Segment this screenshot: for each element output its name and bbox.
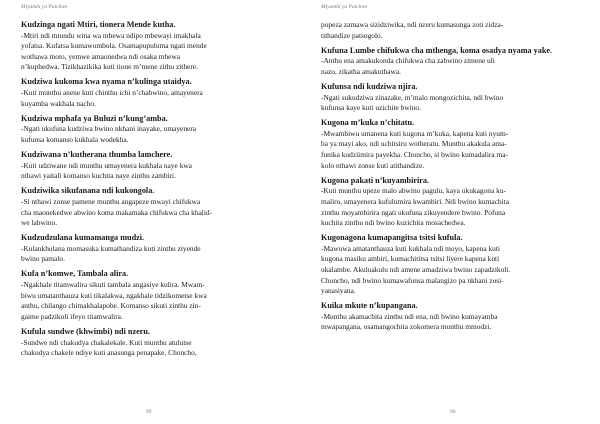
proverb-entry	[21, 20, 286, 73]
explanation-line: kufunsa kaye kuti uzichite bwino.	[321, 103, 421, 113]
explanation-line: -Kulankhulana momasuka kumathandiza kuti zinthu ziyende	[21, 243, 201, 253]
proverb-heading: Kufula sundwe (khwimbi) ndi nzeru.	[21, 326, 150, 336]
explanation-line: kuyamba wakhala nacho.	[21, 98, 96, 108]
explanation-line: n’kuphedwa. Tizikhazikika kuti tione m’mene zithu zithere.	[21, 62, 198, 72]
proverb-entry	[21, 77, 286, 109]
proverb-heading: Kudziwika sikufanana ndi kukongola.	[21, 186, 155, 196]
explanation-line: funika kudziimira payekha. Choncho, si bwino kumadalira ma-	[321, 150, 508, 160]
explanation-line: yanasiyana.	[321, 286, 356, 296]
proverb-explanation	[21, 197, 286, 229]
proverb-heading: Kufa n’komwe, Tambala alira.	[21, 269, 129, 279]
explanation-line: kuchita zinthu ndi bwino kuzichita mosachedwa.	[321, 218, 466, 228]
explanation-line: -Anthu ena amakukonda chifukwa cha zabwino zimene uli	[321, 56, 495, 66]
proverb-explanation	[21, 31, 286, 73]
page-number: 90	[450, 409, 456, 415]
explanation-line: -Mtiri ndi mtundu wina wa mbewa ndipo mbewayi imakhala	[21, 30, 201, 40]
explanation-line: Choncho, ndi bwino kumawafunsa malangizo pa nkhani zosi-	[321, 275, 504, 285]
entry-list	[321, 20, 590, 333]
proverb-entry	[21, 269, 286, 322]
entry-list	[21, 20, 286, 359]
explanation-line: -Kuti udziwane ndi munthu umayenera kukhala naye kwa	[21, 160, 192, 170]
explanation-line: biwu umatanthauza kuti tikalakwa, ngakhale tidzikometse kwa	[21, 290, 207, 300]
explanation-line: -Kuti munthu anene kuti chinthu ichi n’chabwino, amayenera	[21, 88, 203, 98]
running-head: Miyambi ya Patchwe	[321, 4, 368, 10]
proverb-entry	[321, 233, 590, 297]
proverb-explanation	[321, 56, 590, 77]
explanation-line: tithandize patsogolo.	[321, 30, 383, 40]
proverb-explanation	[21, 124, 286, 145]
proverb-heading: Kufunsa ndi kudziwa njira.	[321, 81, 418, 91]
proverb-heading: Kudziwa kukoma kwa nyama n’kulinga utaidya.	[21, 77, 192, 87]
explanation-line: yofatsa. Kufatsa kumawombola. Osamapupuluma ngati mende	[21, 41, 207, 51]
explanation-line: -Munthu akamachita zinthu ndi ena, ndi bwino kumayamba	[321, 311, 498, 321]
explanation-line: we labwino.	[21, 218, 58, 228]
proverb-entry	[21, 233, 286, 265]
proverb-heading: Kufuna Lumbe chifukwa cha mthenga, koma osadya nyama yake.	[321, 45, 553, 55]
proverb-entry	[321, 46, 590, 78]
explanation-line: kufunsa komanso kukhala wodekha.	[21, 134, 129, 144]
proverb-heading: Kudziwa mphafa ya Buluzi n’kung’amba.	[21, 113, 168, 123]
proverb-entry	[21, 186, 286, 228]
proverb-entry	[21, 327, 286, 359]
proverb-entry	[321, 301, 590, 333]
right-page	[300, 0, 600, 424]
explanation-line: -Si nthawi zonse pamene munthu angapeze mwayi chifukwa	[21, 196, 201, 206]
proverb-explanation	[321, 129, 590, 171]
explanation-line: -Kuti munthu upeze malo abwino pagulu, kaya ukukagona ku-	[321, 186, 506, 196]
explanation-line: -Ngati sukudziwa zinazake, m’malo mongozichita, ndi bwino	[321, 92, 504, 102]
proverb-entry	[321, 20, 590, 41]
explanation-line: bwino pamalo.	[21, 254, 65, 264]
proverb-heading: Kudziwana n’kutherana thumba lamchere.	[21, 150, 173, 160]
proverb-explanation	[321, 244, 590, 297]
explanation-line: anthu, chilango chimakhalapobe. Komanso sikuti zinthu zin-	[21, 301, 201, 311]
proverb-heading: Kugona pakati n’kuyambirira.	[321, 175, 430, 185]
explanation-line: cha maonekedwe abwino koma makamaka chifukwa cha khalid-	[21, 207, 213, 217]
proverb-entry	[321, 176, 590, 229]
proverb-explanation	[21, 280, 286, 322]
explanation-line: chakudya chakele ndiye kuti anasunga penapake. Choncho,	[21, 348, 197, 358]
explanation-line: -Ngakhale titamwalira sikuti tambala angasiye kulira. Mwam-	[21, 280, 205, 290]
explanation-line: zinthu moyambirira ngati ukufuna zikuyendere bwino. Pofuna	[321, 207, 506, 217]
proverb-heading: Kuika mkute n’kupangana.	[321, 301, 418, 311]
explanation-line: nthawi yaitali komanso kuchita naye zinthu zambiri.	[21, 171, 176, 181]
explanation-line: mwapangana, osamangochita zokomera munthu mmodzi.	[321, 322, 492, 332]
explanation-line: -Sundwe ndi chakudya chakalekale. Kuti munthu atulutse	[21, 337, 192, 347]
proverb-entry	[321, 118, 590, 171]
explanation-line: -Mwambiwu umanena kuti kugona m’kuka, kapena kuti nyum-	[321, 128, 509, 138]
explanation-line: kolo nthawi zonse kuti atithandize.	[321, 160, 425, 170]
proverb-entry	[21, 150, 286, 182]
proverb-explanation	[321, 312, 590, 333]
explanation-line: popeza zamawa sizidziwika, ndi nzeru kumasunga zoti zidza-	[321, 20, 504, 29]
explanation-line: gaime padzikoli ifeyo titamwalira.	[21, 311, 123, 321]
proverb-explanation	[21, 161, 286, 182]
proverb-explanation	[21, 88, 286, 109]
proverb-entry	[321, 82, 590, 114]
proverb-entry	[21, 114, 286, 146]
explanation-line: kugona masiku ambiri, kumachititsa tsitsi liyere kapena kuti	[321, 254, 500, 264]
running-head: Miyambi ya Patchwe	[21, 4, 68, 10]
proverb-heading: Kugona m’kuka n’chitatu.	[321, 118, 415, 128]
proverb-explanation	[21, 338, 286, 359]
explanation-line: -Ngati ukufuna kudziwa bwino nkhani inayake, umayenera	[21, 124, 197, 134]
proverb-heading: Kugonagona kumapangitsa tsitsi kufula.	[321, 233, 463, 243]
proverb-explanation	[321, 20, 590, 41]
proverb-heading: Kudzudzulana kumamanga mudzi.	[21, 233, 145, 243]
explanation-line: ba ya mayi ako, ndi uchitsiru wotheratu. Munthu akakula ama-	[321, 139, 507, 149]
explanation-line: maliro, umayenera kufulumira kwambiri. Ndi bwino kumachita	[321, 196, 509, 206]
explanation-line: wothawa moto, yemwe amaonedwa ndi osaka mbewa	[21, 51, 181, 61]
page-number: 89	[146, 409, 152, 415]
proverb-explanation	[321, 93, 590, 114]
explanation-line: -Mawuwa amatanthauza kuti kukhala ndi moyo, kapena kuti	[321, 243, 500, 253]
proverb-explanation	[321, 186, 590, 228]
proverb-explanation	[21, 244, 286, 265]
explanation-line: nazo, zikatha amakuthawa.	[321, 66, 402, 76]
explanation-line: ukalambe. Akuluakulu ndi amene amadziwa bwino zapadzikoli.	[321, 264, 511, 274]
proverb-heading: Kudzinga ngati Mtiri, tionera Mende kutha.	[21, 20, 176, 29]
